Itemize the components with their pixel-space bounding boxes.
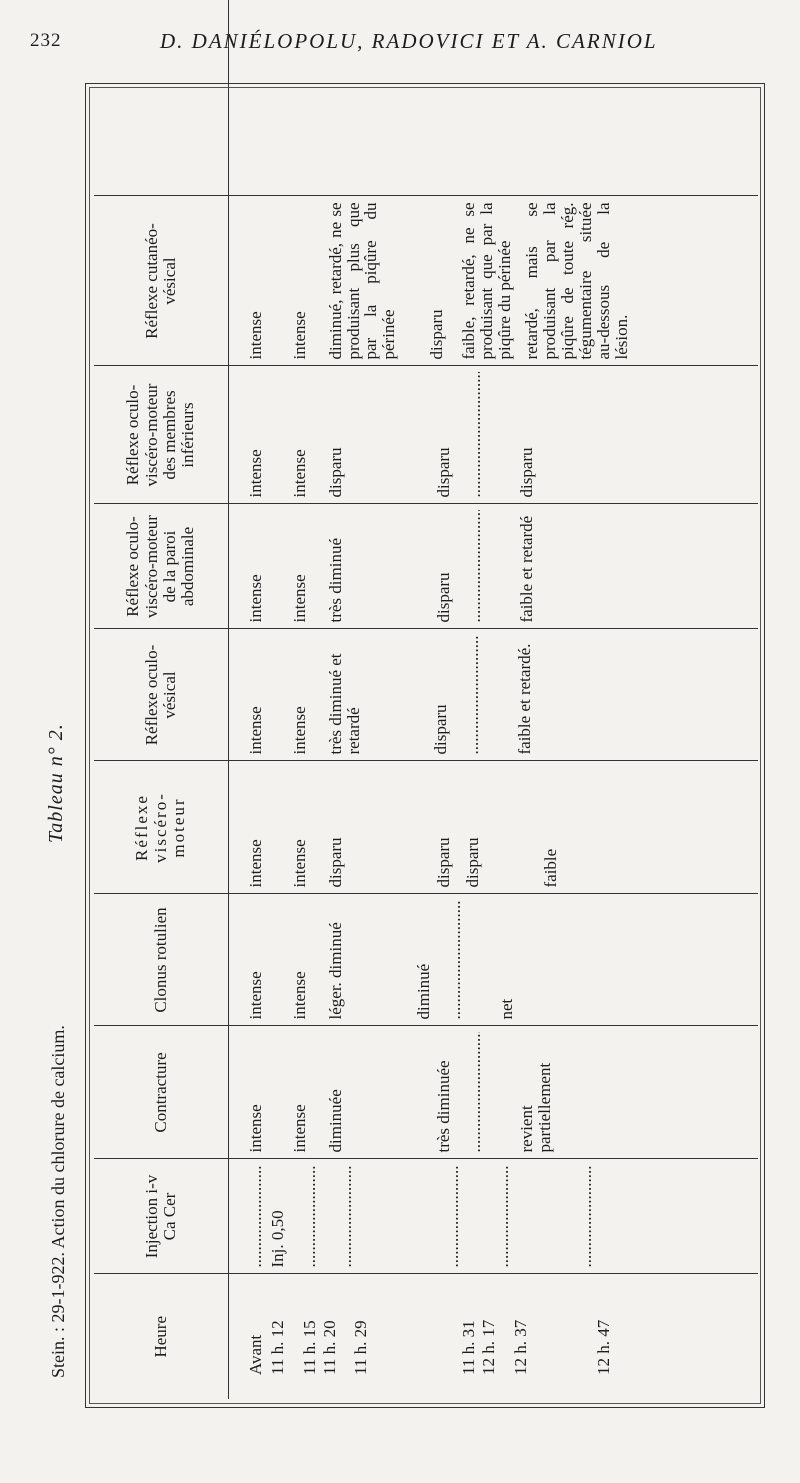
cutaneo-vesical-0: intense [246, 311, 265, 360]
header-clonus: Clonus rotulien [94, 894, 229, 1026]
visceromoteur-2: disparu [325, 837, 345, 888]
clonus-1: intense [289, 971, 309, 1020]
heure-2: 11 h. 15 [299, 1320, 319, 1375]
visceromoteur-cell [229, 761, 759, 894]
header-empty [94, 0, 229, 196]
oculo-vesical-2: très diminué et retardé [325, 653, 363, 755]
running-header-authors: D. DANIÉLOPOLU, RADOVICI ET A. CARNIOL [160, 29, 658, 53]
heure-5: 11 h. 31 [459, 1320, 479, 1375]
oculo-vesical-0: intense [246, 706, 265, 755]
clonus-dots [446, 901, 464, 1020]
cutaneo-vesical-3: disparu [427, 309, 447, 360]
injection-dots-0 [247, 1166, 265, 1268]
injection-dots-3 [444, 1166, 462, 1268]
oculo-paroi-2: très diminué [325, 537, 345, 623]
oculo-membres-3: disparu [433, 447, 453, 498]
page-number: 232 [30, 30, 62, 51]
table-body-row [229, 0, 759, 1399]
heure-3: 11 h. 20 [319, 1320, 339, 1375]
heure-4: 11 h. 29 [351, 1320, 371, 1375]
visceromoteur-3: disparu [433, 837, 453, 888]
oculo-membres-2: disparu [325, 447, 345, 498]
oculo-paroi-cell [229, 504, 759, 629]
contracture-cell [229, 1026, 759, 1159]
oculo-vesical-dots [464, 636, 482, 755]
oculo-membres-1: intense [289, 449, 309, 498]
cutaneo-vesical-5: retardé, mais se produisant par la piqûre de toute rég. tégumentaire située au-dessous de la lésion. [522, 202, 631, 360]
contracture-3: très diminuée [433, 1060, 453, 1153]
oculo-membres-4: disparu [517, 447, 537, 498]
header-oculo-membres: Réflexe oculo-viscéro-moteur des membres inférieurs [94, 366, 229, 504]
injection-cell [229, 1159, 759, 1274]
heure-0: Avant [246, 1334, 265, 1375]
injection-dots-4 [494, 1166, 512, 1268]
contracture-4: revient partiellement [517, 1062, 555, 1153]
header-cutaneo-vesical: Réflexe cutanéo-vésical [94, 196, 229, 366]
heure-7: 12 h. 37 [510, 1319, 530, 1375]
oculo-vesical-3: disparu [431, 704, 451, 755]
injection-dots-5 [577, 1166, 595, 1268]
visceromoteur-5: faible [541, 848, 561, 888]
oculo-vesical-4: faible et retardé. [515, 643, 535, 755]
heure-6: 12 h. 17 [479, 1319, 499, 1375]
header-visceromoteur: Réflexe viscéro-moteur [94, 761, 229, 894]
heure-8: 12 h. 47 [593, 1319, 613, 1375]
visceromoteur-1: intense [289, 839, 309, 888]
clonus-3: diminué [413, 963, 433, 1020]
header-injection: Injection i-v Ca Cer [94, 1159, 229, 1274]
heure-cell [229, 1274, 759, 1399]
visceromoteur-0: intense [246, 839, 265, 888]
clonus-cell [229, 894, 759, 1026]
contracture-2: diminuée [325, 1089, 345, 1153]
clonus-2: léger. diminué [325, 922, 345, 1020]
oculo-vesical-1: intense [289, 706, 309, 755]
oculo-membres-0: intense [246, 449, 265, 498]
table-caption: Stein. : 29-1-922. Action du chlorure de calcium. [48, 1025, 68, 1378]
oculo-vesical-cell [229, 629, 759, 761]
contracture-1: intense [289, 1104, 309, 1153]
oculo-paroi-1: intense [289, 574, 309, 623]
cutaneo-vesical-2: diminué, retardé, ne se produisant plus que par la piqûre du périnée [325, 202, 399, 360]
empty-column-cell [229, 0, 759, 196]
header-oculo-vesical: Réflexe oculo-vésical [94, 629, 229, 761]
visceromoteur-4: disparu [463, 837, 483, 888]
table-header-row [94, 0, 229, 1399]
cutaneo-vesical-cell [229, 196, 759, 366]
oculo-paroi-0: intense [246, 574, 265, 623]
header-oculo-paroi: Réflexe oculo-viscéro-moteur de la paroi abdominale [94, 504, 229, 629]
oculo-paroi-4: faible et retardé [517, 515, 537, 623]
contracture-dots [466, 1033, 484, 1153]
tableau-title: Tableau n° 2. [45, 723, 67, 843]
header-heure: Heure [94, 1274, 229, 1399]
oculo-membres-cell [229, 366, 759, 504]
header-contracture: Contracture [94, 1026, 229, 1159]
contracture-0: intense [246, 1104, 265, 1153]
oculo-paroi-3: disparu [433, 572, 453, 623]
cutaneo-vesical-4: faible, retardé, ne se produisant que par la piqûre du périnée [458, 202, 514, 360]
heure-1: 11 h. 12 [267, 1320, 287, 1375]
data-table-frame [85, 83, 765, 1408]
clonus-4: net [497, 998, 517, 1020]
cutaneo-vesical-1: intense [289, 311, 309, 360]
injection-dots-2 [337, 1166, 355, 1268]
data-table [94, 0, 758, 1399]
clonus-0: intense [246, 971, 265, 1020]
injection-value: Inj. 0,50 [267, 1210, 287, 1268]
injection-dots-1 [301, 1166, 319, 1268]
oculo-paroi-dots [466, 511, 484, 623]
oculo-membres-dots [466, 373, 484, 498]
